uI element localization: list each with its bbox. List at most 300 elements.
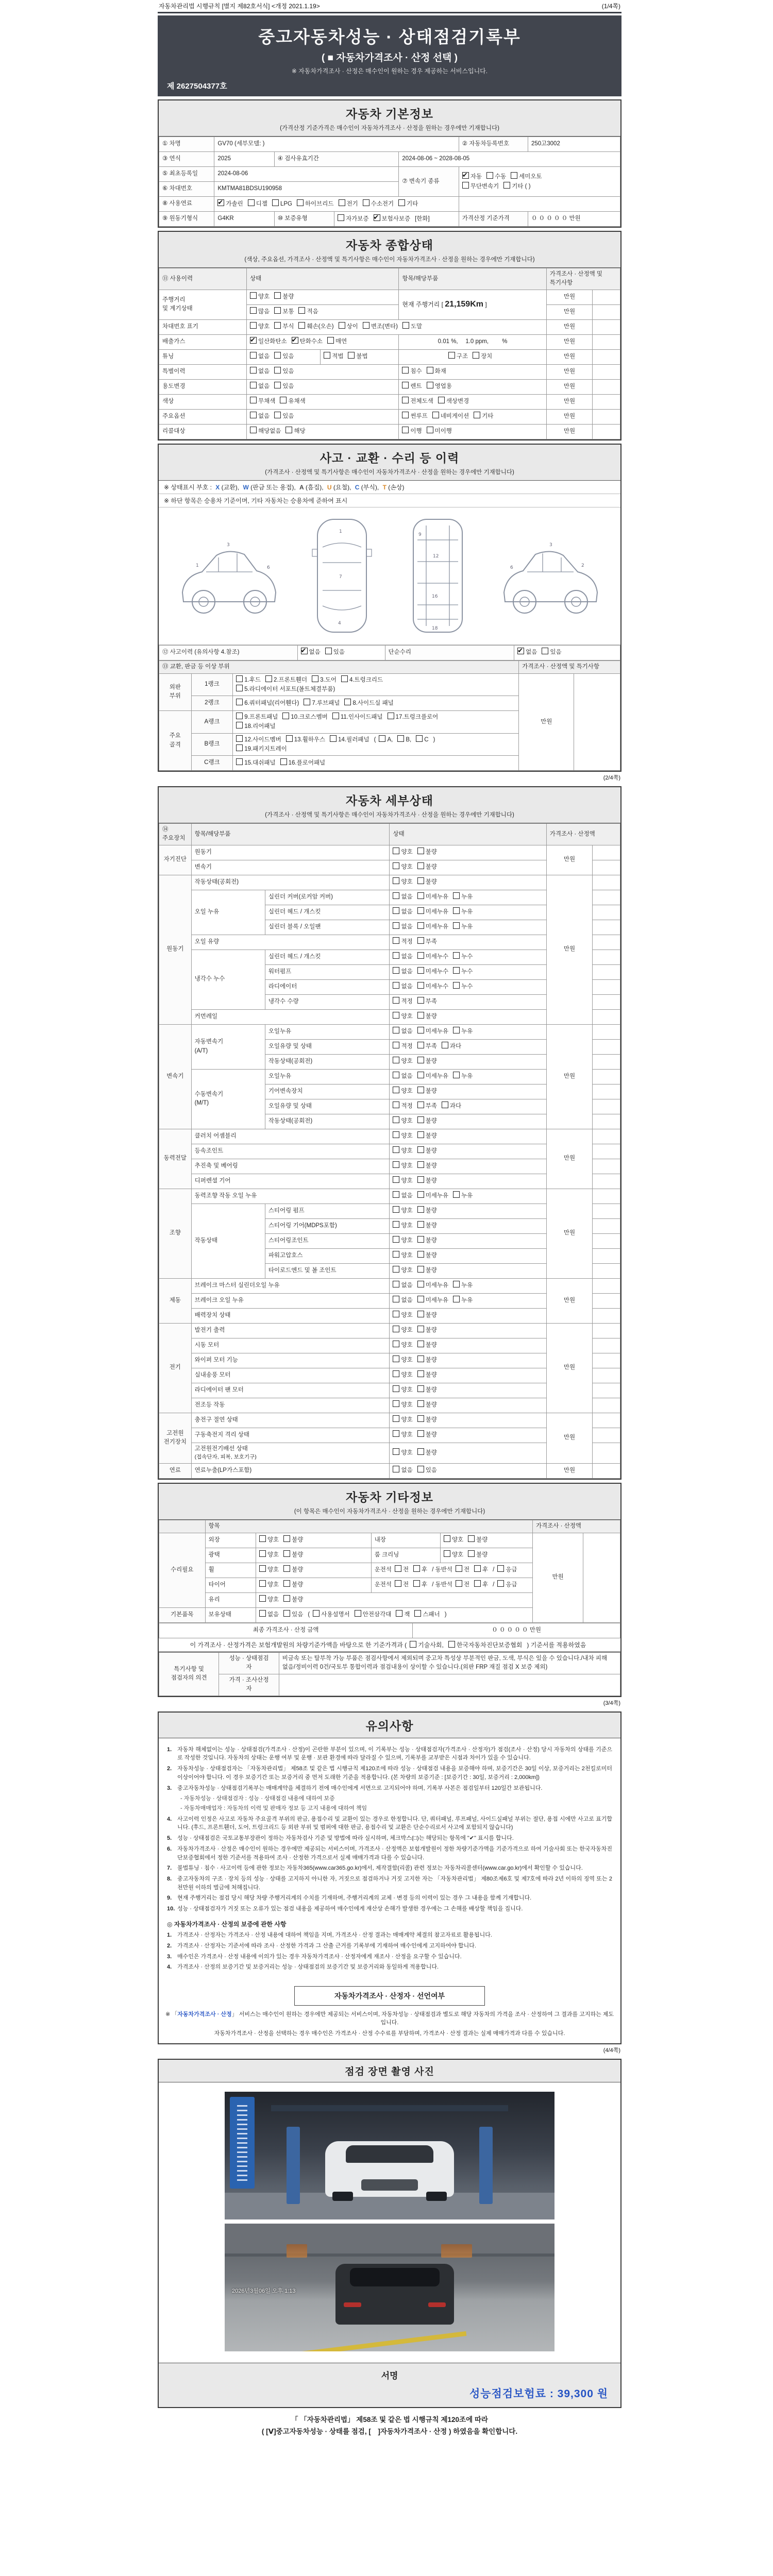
checkbox-icon[interactable] <box>274 352 281 359</box>
checkbox-option[interactable] <box>453 952 473 961</box>
checkbox-option[interactable] <box>417 1355 437 1365</box>
checkbox-icon[interactable] <box>462 182 469 189</box>
checkbox-icon[interactable] <box>474 1565 481 1572</box>
checkbox-option[interactable] <box>417 892 448 902</box>
signature-label[interactable]: 서명 <box>381 2370 398 2381</box>
checkbox-option[interactable] <box>448 1640 523 1649</box>
checkbox-option[interactable] <box>393 922 412 931</box>
checkbox-option[interactable] <box>259 1535 279 1545</box>
checkbox-option[interactable] <box>542 648 561 657</box>
checkbox-option[interactable] <box>236 722 275 731</box>
checkbox-option[interactable] <box>453 1027 473 1036</box>
checkbox-option[interactable] <box>398 199 418 209</box>
checkbox-icon[interactable] <box>283 1535 290 1542</box>
checkbox-option[interactable] <box>474 1565 488 1574</box>
checkbox-option[interactable] <box>444 1535 463 1545</box>
checkbox-icon[interactable] <box>250 307 257 314</box>
checkbox-option[interactable] <box>462 182 499 191</box>
checkbox-option[interactable] <box>393 1430 412 1439</box>
checkbox-option[interactable] <box>236 713 278 722</box>
checkbox-icon[interactable] <box>393 1311 399 1317</box>
checkbox-icon[interactable] <box>417 982 424 989</box>
checkbox-option[interactable] <box>344 699 393 708</box>
checkbox-option[interactable] <box>236 675 261 685</box>
checkbox-option[interactable] <box>393 1448 412 1458</box>
checkbox-option[interactable] <box>393 862 412 872</box>
checkbox-checked-icon[interactable] <box>250 337 257 344</box>
checkbox-icon[interactable] <box>393 1370 399 1377</box>
checkbox-option[interactable] <box>413 1565 427 1574</box>
checkbox-icon[interactable] <box>395 1565 401 1572</box>
checkbox-option[interactable] <box>417 1206 437 1215</box>
checkbox-icon[interactable] <box>280 758 287 765</box>
checkbox-icon[interactable] <box>272 199 279 206</box>
checkbox-icon[interactable] <box>393 1466 399 1472</box>
checkbox-option[interactable] <box>402 367 422 376</box>
checkbox-option[interactable] <box>395 1580 409 1589</box>
checkbox-checked-icon[interactable] <box>517 648 524 654</box>
checkbox-option[interactable] <box>417 1251 437 1260</box>
checkbox-option[interactable] <box>417 1087 437 1096</box>
checkbox-icon[interactable] <box>417 1400 424 1407</box>
checkbox-icon[interactable] <box>393 1012 399 1019</box>
checkbox-option[interactable] <box>417 922 448 931</box>
checkbox-icon[interactable] <box>282 713 289 719</box>
checkbox-checked-icon[interactable] <box>301 648 308 654</box>
checkbox-option[interactable] <box>453 1296 473 1305</box>
checkbox-icon[interactable] <box>402 367 409 374</box>
checkbox-icon[interactable] <box>417 1101 424 1108</box>
checkbox-option[interactable] <box>393 1087 412 1096</box>
checkbox-icon[interactable] <box>486 172 493 179</box>
checkbox-icon[interactable] <box>417 862 424 869</box>
checkbox-option[interactable] <box>393 1370 412 1380</box>
checkbox-option[interactable] <box>393 1385 412 1395</box>
checkbox-icon[interactable] <box>427 427 433 433</box>
checkbox-option[interactable] <box>486 172 506 181</box>
checkbox-option[interactable] <box>417 1221 437 1230</box>
checkbox-option[interactable] <box>393 1281 412 1290</box>
checkbox-option[interactable] <box>497 1565 517 1574</box>
checkbox-icon[interactable] <box>417 1042 424 1048</box>
checkbox-option[interactable] <box>248 199 267 209</box>
checkbox-icon[interactable] <box>393 1042 399 1048</box>
checkbox-icon[interactable] <box>286 735 293 742</box>
checkbox-icon[interactable] <box>473 352 479 359</box>
checkbox-icon[interactable] <box>250 412 257 418</box>
checkbox-option[interactable] <box>274 322 294 331</box>
checkbox-option[interactable] <box>286 735 325 744</box>
checkbox-icon[interactable] <box>325 648 332 654</box>
checkbox-option[interactable] <box>417 1027 448 1036</box>
checkbox-icon[interactable] <box>393 1161 399 1168</box>
checkbox-icon[interactable] <box>414 1610 421 1617</box>
checkbox-icon[interactable] <box>497 1580 504 1587</box>
checkbox-icon[interactable] <box>379 735 385 742</box>
checkbox-option[interactable] <box>393 952 412 961</box>
checkbox-option[interactable] <box>417 1161 437 1171</box>
checkbox-option[interactable] <box>274 307 294 316</box>
checkbox-option[interactable] <box>298 322 333 331</box>
checkbox-icon[interactable] <box>453 907 460 914</box>
checkbox-option[interactable] <box>417 877 437 887</box>
checkbox-icon[interactable] <box>393 1355 399 1362</box>
checkbox-icon[interactable] <box>393 1430 399 1437</box>
checkbox-icon[interactable] <box>248 199 255 206</box>
checkbox-option[interactable] <box>432 412 469 421</box>
checkbox-option[interactable] <box>417 997 437 1006</box>
checkbox-option[interactable] <box>393 1326 412 1335</box>
checkbox-icon[interactable] <box>393 1281 399 1287</box>
checkbox-option[interactable] <box>497 1580 517 1589</box>
checkbox-icon[interactable] <box>393 848 399 854</box>
checkbox-icon[interactable] <box>474 1580 481 1587</box>
checkbox-icon[interactable] <box>393 952 399 959</box>
checkbox-option[interactable] <box>417 1146 437 1156</box>
checkbox-option[interactable] <box>413 1580 427 1589</box>
checkbox-icon[interactable] <box>417 1087 424 1093</box>
checkbox-checked-icon[interactable] <box>374 214 380 221</box>
checkbox-icon[interactable] <box>393 1448 399 1455</box>
checkbox-option[interactable] <box>393 937 412 946</box>
checkbox-icon[interactable] <box>453 967 460 974</box>
checkbox-option[interactable] <box>393 907 412 917</box>
checkbox-option[interactable] <box>417 1191 448 1200</box>
checkbox-icon[interactable] <box>511 172 517 179</box>
checkbox-option[interactable] <box>283 1565 303 1574</box>
checkbox-option[interactable] <box>442 1101 461 1111</box>
checkbox-icon[interactable] <box>283 1610 290 1617</box>
checkbox-option[interactable] <box>410 1640 444 1649</box>
checkbox-icon[interactable] <box>393 922 399 929</box>
checkbox-icon[interactable] <box>417 1146 424 1153</box>
checkbox-option[interactable] <box>250 352 270 361</box>
checkbox-option[interactable] <box>330 735 369 744</box>
checkbox-icon[interactable] <box>453 952 460 959</box>
checkbox-option[interactable] <box>393 1266 412 1275</box>
checkbox-icon[interactable] <box>393 1221 399 1228</box>
checkbox-icon[interactable] <box>265 675 272 682</box>
checkbox-icon[interactable] <box>250 397 257 403</box>
checkbox-icon[interactable] <box>250 367 257 374</box>
checkbox-icon[interactable] <box>285 427 292 433</box>
checkbox-icon[interactable] <box>393 997 399 1004</box>
checkbox-option[interactable] <box>417 1072 448 1081</box>
checkbox-icon[interactable] <box>542 648 548 654</box>
checkbox-icon[interactable] <box>259 1535 266 1542</box>
checkbox-icon[interactable] <box>442 1042 448 1048</box>
checkbox-icon[interactable] <box>393 967 399 974</box>
checkbox-option[interactable] <box>363 199 394 209</box>
checkbox-option[interactable] <box>414 1610 440 1619</box>
checkbox-icon[interactable] <box>417 1415 424 1422</box>
checkbox-option[interactable] <box>250 382 270 391</box>
checkbox-icon[interactable] <box>274 307 281 314</box>
checkbox-option[interactable] <box>393 967 412 976</box>
checkbox-icon[interactable] <box>417 1057 424 1063</box>
checkbox-option[interactable] <box>393 1466 412 1475</box>
checkbox-icon[interactable] <box>417 952 424 959</box>
checkbox-option[interactable] <box>393 892 412 902</box>
checkbox-icon[interactable] <box>417 1326 424 1332</box>
checkbox-icon[interactable] <box>259 1610 266 1617</box>
checkbox-option[interactable] <box>250 397 275 406</box>
checkbox-option[interactable] <box>298 307 318 316</box>
checkbox-option[interactable] <box>304 699 340 708</box>
checkbox-checked-icon[interactable] <box>292 337 298 344</box>
checkbox-icon[interactable] <box>393 1057 399 1063</box>
checkbox-option[interactable] <box>325 648 345 657</box>
checkbox-option[interactable] <box>393 1355 412 1365</box>
checkbox-option[interactable] <box>338 214 368 224</box>
checkbox-icon[interactable] <box>448 1641 455 1648</box>
checkbox-option[interactable] <box>442 1042 461 1051</box>
checkbox-option[interactable] <box>402 382 422 391</box>
checkbox-option[interactable] <box>417 1415 437 1425</box>
checkbox-option[interactable] <box>427 382 452 391</box>
checkbox-icon[interactable] <box>393 1116 399 1123</box>
checkbox-icon[interactable] <box>453 1027 460 1033</box>
checkbox-icon[interactable] <box>417 1206 424 1213</box>
checkbox-icon[interactable] <box>417 892 424 899</box>
checkbox-icon[interactable] <box>393 1326 399 1332</box>
checkbox-option[interactable] <box>417 1311 437 1320</box>
checkbox-icon[interactable] <box>503 182 510 189</box>
checkbox-option[interactable] <box>250 292 270 301</box>
checkbox-option[interactable] <box>417 1101 437 1111</box>
checkbox-icon[interactable] <box>417 1385 424 1392</box>
checkbox-icon[interactable] <box>332 713 339 719</box>
checkbox-option[interactable] <box>324 352 343 361</box>
checkbox-option[interactable] <box>259 1610 279 1619</box>
checkbox-icon[interactable] <box>417 1296 424 1302</box>
checkbox-option[interactable] <box>393 877 412 887</box>
checkbox-icon[interactable] <box>259 1550 266 1557</box>
checkbox-icon[interactable] <box>413 1580 420 1587</box>
checkbox-option[interactable] <box>355 1610 392 1619</box>
checkbox-icon[interactable] <box>250 322 257 329</box>
checkbox-option[interactable] <box>393 997 412 1006</box>
checkbox-option[interactable] <box>473 352 492 361</box>
checkbox-option[interactable] <box>265 675 307 685</box>
checkbox-icon[interactable] <box>236 675 243 682</box>
checkbox-option[interactable] <box>283 1580 303 1589</box>
checkbox-icon[interactable] <box>444 1535 450 1542</box>
checkbox-option[interactable] <box>301 648 321 657</box>
checkbox-option[interactable] <box>417 967 448 976</box>
checkbox-icon[interactable] <box>274 292 281 299</box>
checkbox-checked-icon[interactable] <box>462 172 469 179</box>
checkbox-icon[interactable] <box>395 1580 401 1587</box>
checkbox-icon[interactable] <box>398 199 405 206</box>
checkbox-icon[interactable] <box>417 937 424 944</box>
checkbox-icon[interactable] <box>393 1236 399 1243</box>
checkbox-icon[interactable] <box>393 982 399 989</box>
checkbox-option[interactable] <box>393 1116 412 1126</box>
checkbox-option[interactable] <box>332 713 383 722</box>
checkbox-option[interactable] <box>453 907 473 917</box>
checkbox-icon[interactable] <box>402 382 409 388</box>
checkbox-icon[interactable] <box>442 1101 448 1108</box>
checkbox-option[interactable] <box>388 713 439 722</box>
checkbox-icon[interactable] <box>250 352 257 359</box>
checkbox-option[interactable] <box>474 412 493 421</box>
checkbox-option[interactable] <box>402 412 427 421</box>
checkbox-icon[interactable] <box>456 1580 462 1587</box>
checkbox-option[interactable] <box>511 172 542 181</box>
checkbox-option[interactable] <box>282 713 328 722</box>
checkbox-icon[interactable] <box>427 367 433 374</box>
checkbox-option[interactable] <box>393 1251 412 1260</box>
checkbox-option[interactable] <box>292 337 323 346</box>
checkbox-icon[interactable] <box>393 1101 399 1108</box>
checkbox-icon[interactable] <box>432 412 439 418</box>
checkbox-icon[interactable] <box>393 1415 399 1422</box>
checkbox-icon[interactable] <box>417 1176 424 1183</box>
checkbox-option[interactable] <box>417 1116 437 1126</box>
checkbox-option[interactable] <box>393 1296 412 1305</box>
checkbox-icon[interactable] <box>393 862 399 869</box>
checkbox-icon[interactable] <box>417 1370 424 1377</box>
checkbox-icon[interactable] <box>274 322 281 329</box>
checkbox-option[interactable] <box>250 322 270 331</box>
checkbox-icon[interactable] <box>236 744 243 751</box>
checkbox-icon[interactable] <box>393 1251 399 1258</box>
checkbox-option[interactable] <box>393 1236 412 1245</box>
checkbox-option[interactable] <box>327 337 347 346</box>
checkbox-option[interactable] <box>417 848 437 857</box>
checkbox-option[interactable] <box>250 427 281 436</box>
checkbox-icon[interactable] <box>236 713 243 719</box>
checkbox-icon[interactable] <box>453 982 460 989</box>
checkbox-option[interactable] <box>348 352 367 361</box>
checkbox-icon[interactable] <box>453 1281 460 1287</box>
checkbox-option[interactable] <box>417 1326 437 1335</box>
checkbox-option[interactable] <box>417 1448 437 1458</box>
checkbox-option[interactable] <box>417 1370 437 1380</box>
checkbox-option[interactable] <box>468 1535 488 1545</box>
checkbox-option[interactable] <box>402 322 422 331</box>
checkbox-option[interactable] <box>236 744 287 754</box>
checkbox-option[interactable] <box>393 1191 412 1200</box>
checkbox-icon[interactable] <box>393 1206 399 1213</box>
checkbox-icon[interactable] <box>497 1565 504 1572</box>
checkbox-icon[interactable] <box>274 367 281 374</box>
checkbox-icon[interactable] <box>453 1191 460 1198</box>
checkbox-option[interactable] <box>250 412 270 421</box>
checkbox-option[interactable] <box>259 1595 279 1604</box>
checkbox-icon[interactable] <box>298 307 305 314</box>
checkbox-option[interactable] <box>416 735 428 744</box>
checkbox-option[interactable] <box>393 1311 412 1320</box>
checkbox-icon[interactable] <box>393 1191 399 1198</box>
checkbox-option[interactable] <box>438 397 469 406</box>
checkbox-checked-icon[interactable] <box>217 199 224 206</box>
checkbox-option[interactable] <box>274 412 294 421</box>
checkbox-option[interactable] <box>417 982 448 991</box>
checkbox-icon[interactable] <box>393 1400 399 1407</box>
checkbox-option[interactable] <box>417 1281 448 1290</box>
checkbox-icon[interactable] <box>393 937 399 944</box>
checkbox-option[interactable] <box>280 758 326 768</box>
checkbox-option[interactable] <box>474 1580 488 1589</box>
checkbox-option[interactable] <box>250 337 287 346</box>
checkbox-icon[interactable] <box>393 1385 399 1392</box>
checkbox-option[interactable] <box>417 1176 437 1185</box>
checkbox-icon[interactable] <box>402 397 409 403</box>
checkbox-icon[interactable] <box>393 1266 399 1273</box>
checkbox-icon[interactable] <box>393 1176 399 1183</box>
checkbox-option[interactable] <box>283 1535 303 1545</box>
checkbox-icon[interactable] <box>393 907 399 914</box>
checkbox-icon[interactable] <box>417 1466 424 1472</box>
checkbox-icon[interactable] <box>236 735 243 742</box>
checkbox-icon[interactable] <box>250 382 257 388</box>
checkbox-icon[interactable] <box>417 1191 424 1198</box>
checkbox-option[interactable] <box>393 1221 412 1230</box>
checkbox-option[interactable] <box>285 427 305 436</box>
checkbox-icon[interactable] <box>417 877 424 884</box>
checkbox-icon[interactable] <box>274 382 281 388</box>
checkbox-icon[interactable] <box>339 322 345 329</box>
checkbox-icon[interactable] <box>312 675 318 682</box>
checkbox-option[interactable] <box>427 427 452 436</box>
checkbox-option[interactable] <box>393 1042 412 1051</box>
checkbox-icon[interactable] <box>417 1131 424 1138</box>
checkbox-option[interactable] <box>503 182 530 191</box>
checkbox-option[interactable] <box>272 199 292 209</box>
checkbox-icon[interactable] <box>468 1535 475 1542</box>
checkbox-icon[interactable] <box>259 1595 266 1602</box>
checkbox-icon[interactable] <box>416 735 423 742</box>
checkbox-icon[interactable] <box>348 352 355 359</box>
checkbox-icon[interactable] <box>313 1610 320 1617</box>
checkbox-icon[interactable] <box>402 412 409 418</box>
checkbox-icon[interactable] <box>417 1430 424 1437</box>
checkbox-icon[interactable] <box>397 735 404 742</box>
checkbox-option[interactable] <box>453 892 473 902</box>
checkbox-icon[interactable] <box>298 322 305 329</box>
checkbox-option[interactable] <box>417 1012 437 1021</box>
checkbox-icon[interactable] <box>355 1610 361 1617</box>
checkbox-option[interactable] <box>274 352 294 361</box>
checkbox-option[interactable] <box>312 675 337 685</box>
checkbox-option[interactable] <box>417 1266 437 1275</box>
checkbox-icon[interactable] <box>417 1236 424 1243</box>
checkbox-icon[interactable] <box>417 1251 424 1258</box>
checkbox-option[interactable] <box>393 1206 412 1215</box>
checkbox-option[interactable] <box>417 937 437 946</box>
checkbox-option[interactable] <box>393 1161 412 1171</box>
checkbox-icon[interactable] <box>453 922 460 929</box>
checkbox-icon[interactable] <box>393 892 399 899</box>
checkbox-option[interactable] <box>379 735 393 744</box>
checkbox-icon[interactable] <box>236 758 243 765</box>
checkbox-option[interactable] <box>448 352 468 361</box>
checkbox-icon[interactable] <box>417 1012 424 1019</box>
checkbox-option[interactable] <box>283 1595 303 1604</box>
checkbox-icon[interactable] <box>304 699 310 705</box>
checkbox-option[interactable] <box>417 907 448 917</box>
checkbox-icon[interactable] <box>236 722 243 728</box>
checkbox-option[interactable] <box>417 862 437 872</box>
checkbox-option[interactable] <box>313 1610 350 1619</box>
checkbox-icon[interactable] <box>417 1221 424 1228</box>
checkbox-icon[interactable] <box>283 1550 290 1557</box>
checkbox-option[interactable] <box>517 648 537 657</box>
checkbox-icon[interactable] <box>388 713 394 719</box>
checkbox-icon[interactable] <box>339 199 345 206</box>
